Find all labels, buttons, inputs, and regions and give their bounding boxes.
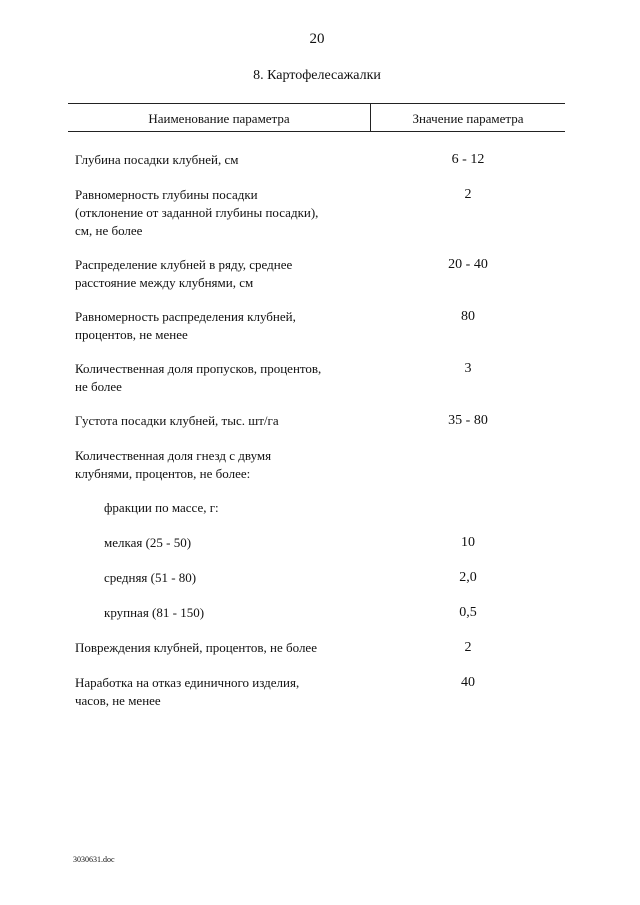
parameter-name: Наработка на отказ единичного изделия, часов, не менее xyxy=(75,675,300,708)
parameter-name: Повреждения клубней, процентов, не более xyxy=(75,640,317,655)
parameter-value: 2 xyxy=(464,640,472,655)
parameter-value: 20 - 40 xyxy=(448,257,488,272)
page-number: 20 xyxy=(309,31,325,47)
document-filename: 3030631.doc xyxy=(73,855,115,864)
section-title: 8. Картофелесажалки xyxy=(253,68,381,83)
column-header-value: Значение параметра xyxy=(412,111,524,126)
parameter-value: 3 xyxy=(464,361,472,376)
parameter-name: фракции по массе, г: xyxy=(104,500,219,515)
parameter-name: средняя (51 - 80) xyxy=(104,570,197,585)
parameter-name: Равномерность глубины посадки (отклонение от заданной глубины посадки), см, не более xyxy=(75,187,319,238)
parameter-value: 35 - 80 xyxy=(448,413,488,428)
parameter-value: 80 xyxy=(461,309,475,324)
parameter-name: крупная (81 - 150) xyxy=(104,605,205,620)
table-header-bottom-rule xyxy=(68,131,565,132)
parameter-value: 6 - 12 xyxy=(451,152,485,167)
parameter-name: Количественная доля гнезд с двумя клубнями, процентов, не более: xyxy=(75,448,272,481)
table-top-rule xyxy=(68,103,565,104)
parameter-name: Густота посадки клубней, тыс. шт/га xyxy=(75,413,279,428)
parameter-name: Равномерность распределения клубней, процентов, не менее xyxy=(75,309,296,342)
parameter-name: Количественная доля пропусков, процентов, не более xyxy=(75,361,322,394)
parameter-value: 40 xyxy=(461,675,475,690)
parameter-name: Распределение клубней в ряду, среднее расстояние между клубнями, см xyxy=(75,257,293,290)
parameter-name: Глубина посадки клубней, см xyxy=(75,152,239,167)
parameter-name: мелкая (25 - 50) xyxy=(104,535,192,550)
parameter-value: 2 xyxy=(464,187,472,202)
parameter-value: 2,0 xyxy=(459,570,477,585)
parameter-value: 10 xyxy=(461,535,475,550)
parameter-value: 0,5 xyxy=(459,605,477,620)
column-header-parameter: Наименование параметра xyxy=(148,111,290,126)
